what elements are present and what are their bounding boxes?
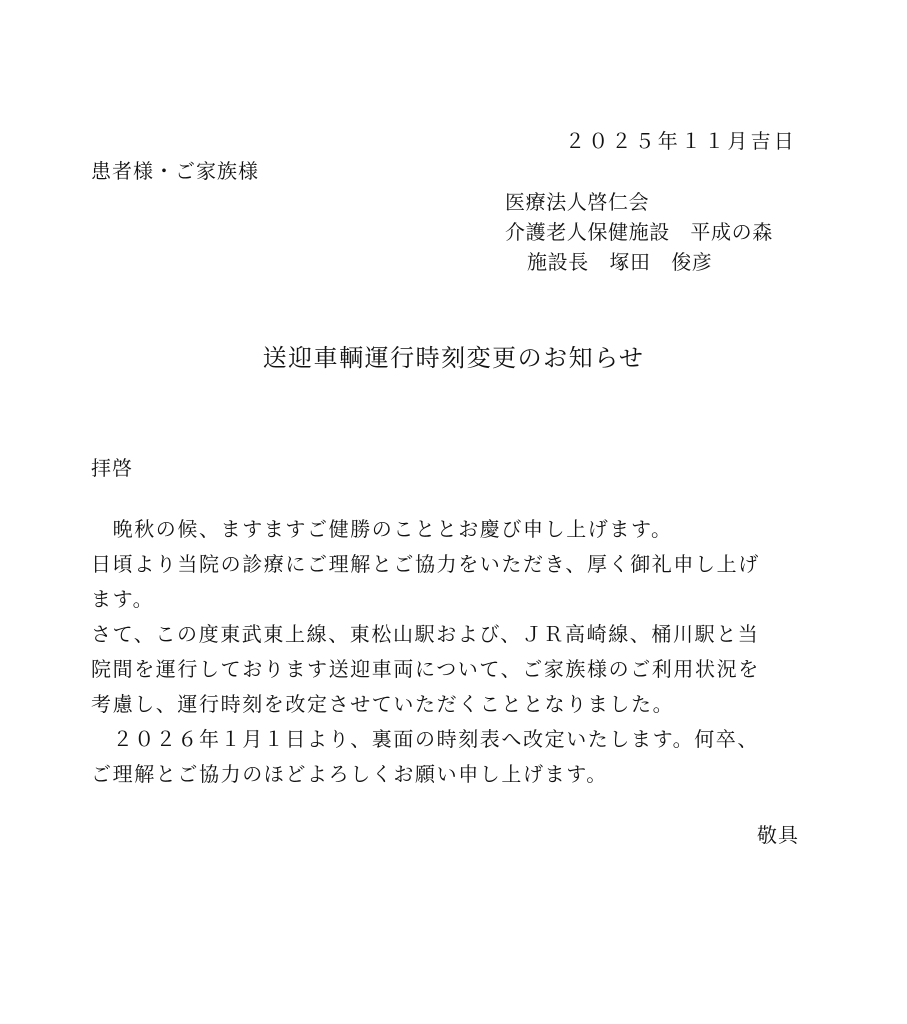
sender-organization: 医療法人啓仁会 (505, 190, 650, 214)
sender-block (505, 190, 773, 280)
letter-title: 送迎車輌運行時刻変更のお知らせ (262, 344, 645, 372)
sender-facility: 介護老人保健施設 平成の森 (505, 220, 773, 244)
body-line: ご理解とご協力のほどよろしくお願い申し上げます。 (91, 762, 608, 786)
closing: 敬具 (757, 823, 799, 847)
letter-body (91, 512, 806, 792)
body-line: ます。 (91, 587, 155, 611)
recipient: 患者様・ご家族様 (91, 159, 259, 183)
sender-director: 施設長 塚田 俊彦 (527, 250, 713, 274)
body-line: さて、この度東武東上線、東松山駅および、ＪＲ高崎線、桶川駅と当 (91, 622, 760, 646)
body-line: 晩秋の候、ますますご健勝のこととお慶び申し上げます。 (91, 517, 673, 541)
letter-date: ２０２５年１１月吉日 (565, 129, 797, 153)
body-line: 院間を運行しております送迎車両について、ご家族様のご利用状況を (91, 657, 760, 681)
body-line: 考慮し、運行時刻を改定させていただくこととなりました。 (91, 692, 675, 716)
body-line: ２０２６年１月１日より、裏面の時刻表へ改定いたします。何卒、 (91, 727, 759, 751)
salutation: 拝啓 (91, 456, 133, 480)
body-line: 日頃より当院の診療にご理解とご協力をいただき、厚く御礼申し上げ (91, 552, 760, 576)
